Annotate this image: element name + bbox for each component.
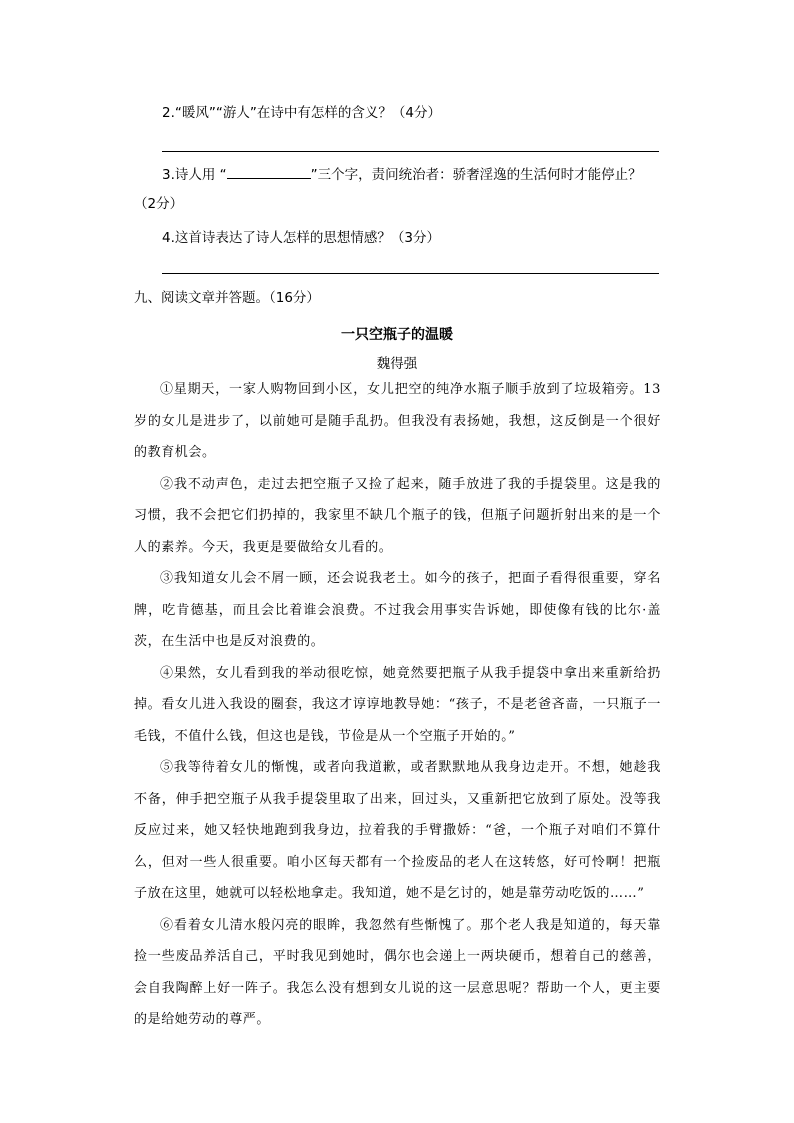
answer-line-q2[interactable]: [162, 151, 659, 152]
article-paragraph-3: ③我知道女儿会不屑一顾，还会说我老土。如今的孩子，把面子看得很重要，穿名牌，吃肯德基，而且会比着谁会浪费。不过我会用事实告诉她，即使像有钱的比尔·盖茨，在生活中也是反对浪费的。: [134, 571, 661, 649]
question-3-prefix: 3.诗人用 “: [162, 167, 227, 183]
question-3-points: （2分）: [134, 196, 184, 212]
question-4: 4.这首诗表达了诗人怎样的思想情感？（3分）: [162, 230, 440, 246]
question-3-blank[interactable]: [227, 164, 311, 179]
article-paragraph-1: ①星期天，一家人购物回到小区，女儿把空的纯净水瓶子顺手放到了垃圾箱旁。13岁的女儿是进步了，以前她可是随手乱扔。但我没有表扬她，我想，这反倒是一个很好的教育机会。: [134, 382, 661, 460]
article-paragraph-4: ④果然，女儿看到我的举动很吃惊，她竟然要把瓶子从我手提袋中拿出来重新给扔掉。看女儿进入我设的圈套，我这才谆谆地教导她：“孩子，不是老爸吝啬，一只瓶子一毛钱，不值什么钱，但这也是钱，节俭是从一个空瓶子开始的。”: [134, 665, 661, 744]
section-heading: 九、阅读文章并答题。（16分）: [134, 290, 320, 306]
article-paragraph-5: ⑤我等待着女儿的惭愧，或者向我道歉，或者默默地从我身边走开。不想，她趁我不备，伸手把空瓶子从我手提袋里取了出来，回过头，又重新把它放到了原处。没等我反应过来，她又轻快地跑到我身边，拉着我的手臂撒娇：“爸，一个瓶子对咱们不算什么，但对一些人很重要。咱小区每天都有一个捡废品的老人在这转悠，好可怜啊！把瓶子放在这里，她就可以轻松地拿走。我知道，她不是乞讨的，她是靠劳动吃饭的……”: [134, 760, 661, 901]
question-3: [162, 164, 642, 185]
question-2: 2.“暖风”“游人”在诗中有怎样的含义？（4分）: [162, 105, 441, 121]
article-paragraph-2: ②我不动声色，走过去把空瓶子又捡了起来，随手放进了我的手提袋里。这是我的习惯，我不会把它们扔掉的，我家里不缺几个瓶子的钱，但瓶子问题折射出来的是一个人的素养。今天，我更是要做给女儿看的。: [134, 476, 661, 555]
article-author: 魏得强: [376, 356, 418, 372]
answer-line-q4[interactable]: [162, 273, 659, 274]
article-title: 一只空瓶子的温暖: [341, 327, 453, 343]
question-3-suffix: ”三个字，责问统治者：骄奢淫逸的生活何时才能停止？: [310, 167, 642, 183]
article-body: [134, 374, 661, 1036]
article-paragraph-6: ⑥看着女儿清水般闪亮的眼眸，我忽然有些惭愧了。那个老人我是知道的，每天靠捡一些废品养活自己，平时我见到她时，偶尔也会递上一两块硬币，想着自己的慈善，会自我陶醉上好一阵子。我怎么没有想到女儿说的这一层意思呢？帮助一个人，更主要的是给她劳动的尊严。: [134, 917, 661, 1027]
